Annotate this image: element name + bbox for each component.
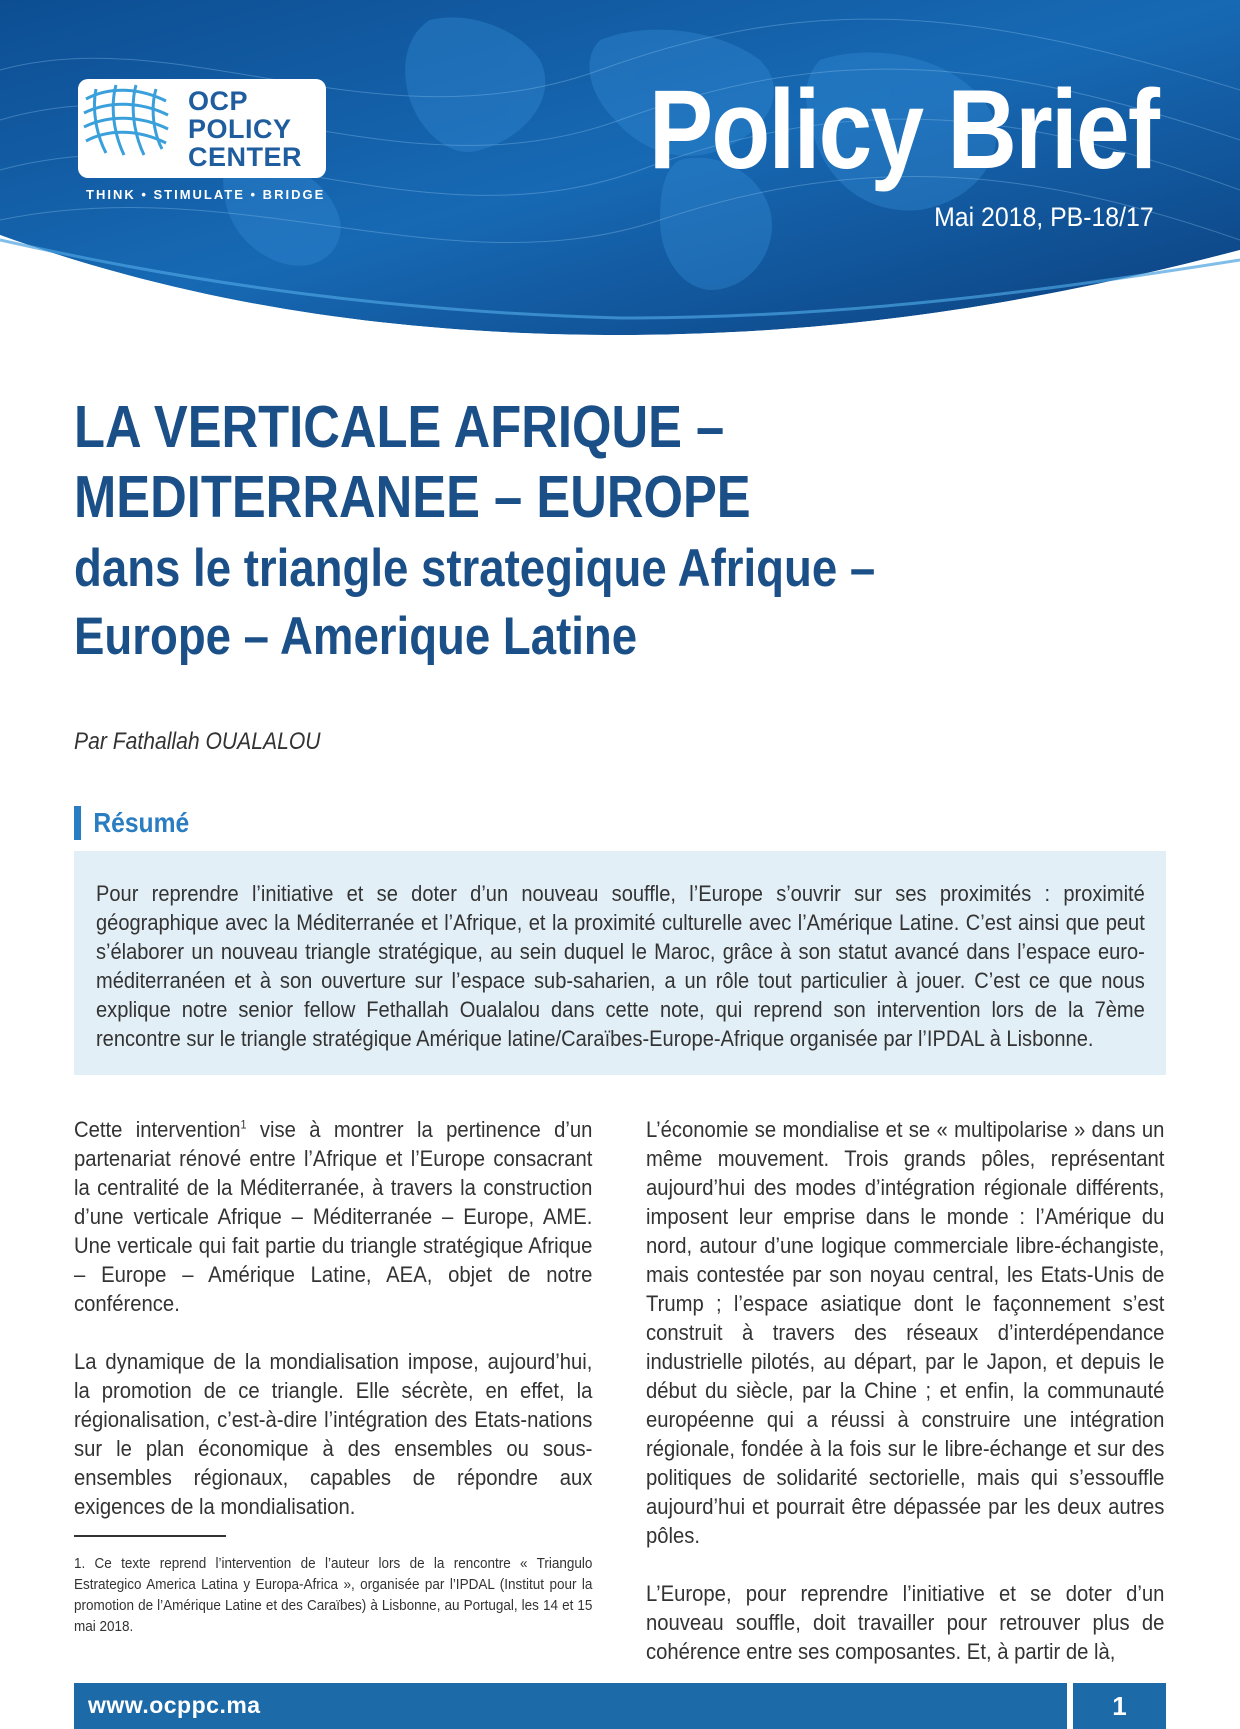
footnote-ref[interactable]: 1 xyxy=(240,1117,247,1132)
title-line-2: MEDITERRANEE – EUROPE xyxy=(74,464,751,530)
document-subtitle xyxy=(74,535,1106,671)
ocp-logo xyxy=(78,79,326,178)
author-byline: Par Fathallah OUALALOU xyxy=(74,728,321,755)
page-number: 1 xyxy=(1112,1691,1127,1721)
brief-date-reference: Mai 2018, PB-18/17 xyxy=(934,202,1154,232)
logo-text-policy: POLICY xyxy=(188,114,292,144)
left-paragraph-1 xyxy=(74,1115,592,1318)
logo-tagline: THINK • STIMULATE • BRIDGE xyxy=(86,187,326,202)
subtitle-line-2: Europe – Amerique Latine xyxy=(74,607,638,666)
document-title xyxy=(74,392,1020,532)
right-paragraph-2: L’Europe, pour reprendre l’initiative et se doter d’un nouveau souffle, doit travailler pour retrouver plus de cohérence entre ses composantes. Et, à partir de là, xyxy=(646,1581,1165,1664)
policy-brief-title: Policy Brief xyxy=(648,67,1158,192)
footer-website-link[interactable]: www.ocppc.ma xyxy=(88,1692,261,1718)
abstract-box xyxy=(74,851,1166,1075)
globe-mesh-icon xyxy=(78,79,174,159)
footnote-divider xyxy=(74,1535,226,1537)
logo-text-center: CENTER xyxy=(188,142,303,172)
left-paragraph-1-rest: vise à montrer la pertinence d’un partenariat rénové entre l’Afrique et l’Europe consacrant la centralité de la Méditerranée, à travers la construction d’une verticale Afrique – Méditerranée – Europe, AME. Une verticale qui fait partie du triangle stratégique Afrique – Europe – Amérique Latine, AEA, objet de notre conférence. xyxy=(74,1117,593,1316)
resume-heading: Résumé xyxy=(74,806,189,840)
right-paragraph-1: L’économie se mondialise et se « multipolarise » dans un même mouvement. Trois grands pôles, représentant aujourd’hui des modes d’intégration régionale différents, imposent leur emprise dans le monde : l’Amérique du nord, autour d’une logique commerciale libre-échangiste, mais contestée par son noyau central, les Etats-Unis de Trump ; l’espace asiatique dont le façonnement s’est construit à travers des réseaux d’interdépendance industrielle pilotés, au départ, par le Japon, et depuis le début du siècle, par la Chine ; et enfin, la communauté européenne qui a réussi à construire une intégration régionale, fondée à la fois sur le libre-échange et sur des politiques de solidarité sectorielle, mais qui s’essouffle aujourd’hui et pourrait être dépassée par les deux autres pôles. xyxy=(646,1117,1165,1548)
header-banner xyxy=(0,0,1240,340)
page-number-box xyxy=(1073,1683,1166,1729)
subtitle-line-1: dans le triangle strategique Afrique – xyxy=(74,539,876,598)
left-paragraph-1-start: Cette intervention xyxy=(74,1117,241,1142)
footnote-text: 1. Ce texte reprend l’intervention de l’auteur lors de la rencontre « Triangulo Estrategico America Latina y Europa-Africa », organisée par l’IPDAL (Institut pour la promotion de l’Amérique Latine et des Caraïbes) à Lisbonne, au Portugal, les 14 et 15 mai 2018. xyxy=(74,1555,593,1635)
title-line-1: LA VERTICALE AFRIQUE – xyxy=(74,394,725,460)
left-column xyxy=(74,1115,592,1550)
left-paragraph-2: La dynamique de la mondialisation impose, aujourd’hui, la promotion de ce triangle. Elle sécrète, en effet, la régionalisation, c’est-à-dire l’intégration des Etats-nations sur le plan économique à des ensembles ou sous-ensembles régionaux, capables de répondre aux exigences de la mondialisation. xyxy=(74,1349,593,1519)
logo-text-ocp: OCP xyxy=(188,86,249,116)
footer-bar xyxy=(74,1683,1067,1729)
abstract-text: Pour reprendre l’initiative et se doter d’un nouveau souffle, l’Europe s’ouvrir sur ses proximités : proximité géographique avec la Méditerranée et l’Afrique, et la proximité culturelle avec l’Amérique Latine. C’est ainsi que peut s’élaborer un nouveau triangle stratégique, au sein duquel le Maroc, grâce à son statut avancé dans l’espace euro-méditerranéen et à son ouverture sur l’espace sub-saharien, a un rôle tout particulier à jouer. C’est ce que nous explique notre senior fellow Fethallah Oualalou dans cette note, qui reprend son intervention lors de la 7ème rencontre sur le triangle stratégique Amérique latine/Caraïbes-Europe-Afrique organisée par l’IPDAL à Lisbonne. xyxy=(96,881,1145,1051)
right-column xyxy=(646,1115,1164,1695)
